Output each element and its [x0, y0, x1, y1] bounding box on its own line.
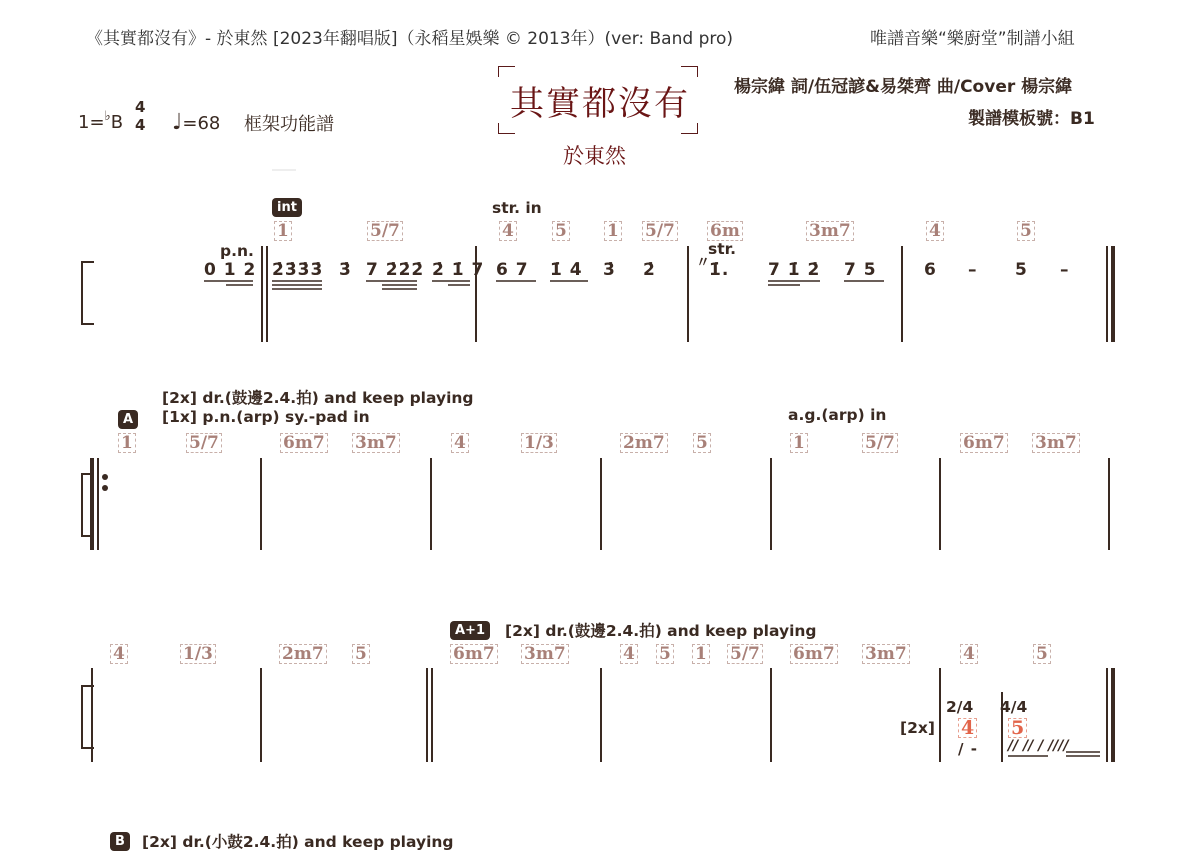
chord: 3m7 — [521, 644, 569, 664]
chord: 1 — [692, 644, 710, 664]
chord: 5 — [1017, 221, 1035, 241]
template-number: 製譜模板號：B1 — [968, 109, 1095, 129]
chord: 6m7 — [280, 433, 328, 453]
chord: 6m7 — [960, 433, 1008, 453]
chord: 5/7 — [642, 221, 678, 241]
section-tag-a: A — [118, 410, 138, 429]
note-group: 2̇ 1̇ 7 — [432, 260, 485, 280]
note-group: 2̇3̇3̇3̇ — [272, 260, 324, 280]
note-group: 2̇ — [643, 260, 656, 280]
slash-rhythm: // // / //// — [1008, 738, 1069, 754]
piano-annotation: p.n. — [220, 242, 254, 260]
chord: 6m — [707, 221, 743, 241]
chord: 4 — [499, 221, 517, 241]
section-b-direction: [2x] dr.(小鼓2.4.拍) and keep playing — [142, 833, 454, 851]
chord: 4 — [110, 644, 128, 664]
slash-rhythm: / - — [958, 740, 978, 758]
score-style: 框架功能譜 — [244, 114, 334, 135]
chord: 6m7 — [790, 644, 838, 664]
score-info: 《其實都沒有》- 於東然 [2023年翻唱版]（永稻星娛樂 © 2013年）(ver: Band pro) — [86, 29, 734, 49]
chord: 4 — [960, 644, 978, 664]
breath-mark: 〃 — [696, 255, 710, 271]
chord: 1/3 — [521, 433, 557, 453]
section-a1-direction: [2x] dr.(鼓邊2.4.拍) and keep playing — [505, 622, 817, 640]
note-group: 6 7 — [496, 260, 529, 280]
ending-chord: 4 — [958, 718, 977, 738]
chord: 3m7 — [862, 644, 910, 664]
section-a-direction-1: [2x] dr.(鼓邊2.4.拍) and keep playing — [162, 389, 474, 407]
note-group: 3̇ — [339, 260, 352, 280]
chord: 1 — [604, 221, 622, 241]
chord: 1 — [790, 433, 808, 453]
chord: 3m7 — [352, 433, 400, 453]
chord: 4 — [926, 221, 944, 241]
chord: 5 — [656, 644, 674, 664]
chord: 1/3 — [180, 644, 216, 664]
note-group: 5 — [1015, 260, 1028, 280]
song-title: 其實都沒有 — [510, 84, 690, 124]
chord: 3m7 — [1032, 433, 1080, 453]
note-group: 7 2̇2̇2̇ — [366, 260, 425, 280]
ending-chord: 5 — [1008, 718, 1027, 738]
str-in-annotation: str. in — [492, 199, 542, 217]
chord: 6m7 — [450, 644, 498, 664]
time-change-2-4: 2/4 — [946, 698, 974, 716]
chord: 2m7 — [620, 433, 668, 453]
chord: 5 — [693, 433, 711, 453]
chord: 4 — [451, 433, 469, 453]
section-tag-b: B — [110, 832, 130, 851]
chord: 5 — [352, 644, 370, 664]
chord: 5/7 — [862, 433, 898, 453]
chord: 5/7 — [186, 433, 222, 453]
chord: 4 — [620, 644, 638, 664]
note-group: 1̇. — [709, 260, 730, 280]
note-group: 3̇ — [603, 260, 616, 280]
quarter-note-icon: ♩ — [172, 110, 183, 135]
flat-icon: ♭ — [104, 109, 111, 124]
acoustic-guitar-annotation: a.g.(arp) in — [788, 406, 887, 424]
note-group: – — [968, 260, 978, 280]
chord: 1 — [274, 221, 292, 241]
chord: 1 — [118, 433, 136, 453]
chord: 2m7 — [279, 644, 327, 664]
key-signature: 1=♭B — [78, 109, 124, 133]
tempo-mark: ♩=68 — [172, 110, 221, 135]
note-group: 7 5 — [844, 260, 877, 280]
note-group: 7 1̇ 2̇ — [768, 260, 821, 280]
writers-credit: 楊宗緯 詞/伍冠諺&易桀齊 曲/Cover 楊宗緯 — [734, 77, 1073, 97]
time-change-4-4: 4/4 — [1000, 698, 1028, 716]
note-group: – — [1060, 260, 1070, 280]
strings-annotation: str. — [708, 240, 736, 258]
artist-name: 於東然 — [563, 144, 626, 168]
chord: 5 — [552, 221, 570, 241]
section-tag-a-plus-1: A+1 — [450, 621, 490, 640]
section-tag-int: int — [272, 198, 302, 217]
note-group: 0 1 2 — [204, 260, 257, 280]
chord: 3m7 — [806, 221, 854, 241]
repeat-count: [2x] — [900, 719, 935, 737]
note-group: 1̇ 4̇ — [550, 260, 583, 280]
section-a-direction-2: [1x] p.n.(arp) sy.-pad in — [162, 408, 370, 426]
note-group: 6 — [924, 260, 937, 280]
chord: 5 — [1033, 644, 1051, 664]
chord: 5/7 — [367, 221, 403, 241]
chord: 5/7 — [727, 644, 763, 664]
time-signature: 4 4 — [135, 98, 146, 134]
credit-text: 唯譜音樂“樂廚堂”制譜小組 — [870, 29, 1075, 49]
